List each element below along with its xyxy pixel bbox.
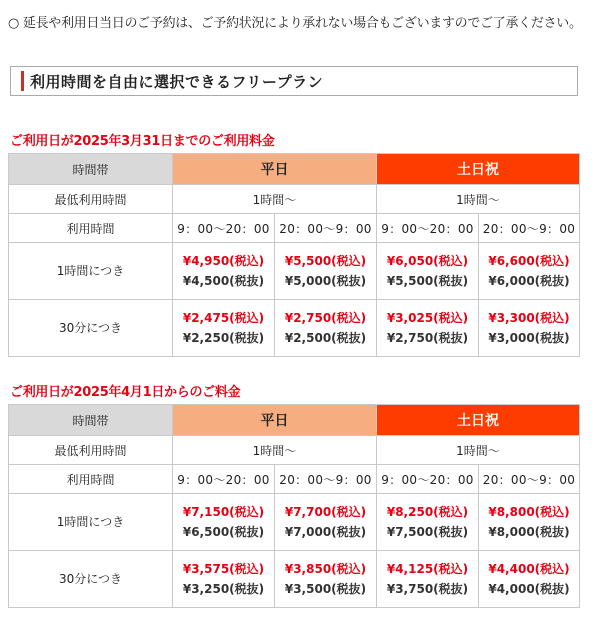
header-weekday: 平日 xyxy=(173,405,377,436)
table-header-row xyxy=(9,405,580,436)
price-tax-included: ¥4,125(税込) xyxy=(386,562,469,576)
price-cell xyxy=(377,300,479,357)
price-tax-included: ¥3,025(税込) xyxy=(386,311,469,325)
time-slot: 20：00〜9：00 xyxy=(275,214,377,243)
price-tax-excluded: ¥6,500(税抜) xyxy=(182,525,265,539)
header-label: 時間帯 xyxy=(9,154,173,185)
price-tax-included: ¥7,150(税込) xyxy=(182,505,265,519)
row-label: 30分につき xyxy=(9,300,173,357)
price-tax-included: ¥3,850(税込) xyxy=(284,562,367,576)
header-label: 時間帯 xyxy=(9,405,173,436)
table-row xyxy=(9,494,580,551)
price-cell xyxy=(275,494,377,551)
price-cell xyxy=(377,494,479,551)
price-cell xyxy=(479,551,580,608)
price-tax-excluded: ¥5,000(税抜) xyxy=(284,274,367,288)
time-slot: 9：00〜20：00 xyxy=(377,465,479,494)
price-tax-included: ¥8,250(税込) xyxy=(386,505,469,519)
price-tax-excluded: ¥7,000(税抜) xyxy=(284,525,367,539)
price-tax-excluded: ¥2,750(税抜) xyxy=(386,331,469,345)
price-cell xyxy=(479,494,580,551)
row-label: 最低利用時間 xyxy=(9,436,173,465)
price-cell xyxy=(479,300,580,357)
time-slot: 9：00〜20：00 xyxy=(173,214,275,243)
table-row xyxy=(9,465,580,494)
price-cell xyxy=(377,551,479,608)
time-slot: 20：00〜9：00 xyxy=(479,465,580,494)
price-tax-included: ¥8,800(税込) xyxy=(488,505,570,519)
price-tax-excluded: ¥3,500(税抜) xyxy=(284,582,367,596)
price-tax-excluded: ¥4,500(税抜) xyxy=(182,274,265,288)
price-tax-included: ¥5,500(税込) xyxy=(284,254,367,268)
price-tax-included: ¥2,475(税込) xyxy=(182,311,265,325)
price-tax-included: ¥2,750(税込) xyxy=(284,311,367,325)
row-label: 最低利用時間 xyxy=(9,185,173,214)
price-tax-included: ¥6,050(税込) xyxy=(386,254,469,268)
table-row xyxy=(9,551,580,608)
header-weekday: 平日 xyxy=(173,154,377,185)
price-tax-excluded: ¥8,000(税抜) xyxy=(488,525,570,539)
price-table-1 xyxy=(8,153,580,357)
price-tax-included: ¥7,700(税込) xyxy=(284,505,367,519)
header-holiday: 土日祝 xyxy=(377,154,580,185)
price-tax-included: ¥6,600(税込) xyxy=(488,254,570,268)
table-row xyxy=(9,185,580,214)
time-slot: 20：00〜9：00 xyxy=(479,214,580,243)
min-time-weekday: 1時間〜 xyxy=(173,185,377,214)
header-holiday: 土日祝 xyxy=(377,405,580,436)
table-row xyxy=(9,300,580,357)
period-title-1: ご利用日が2025年3月31日までのご利用料金 xyxy=(10,134,275,149)
price-tax-included: ¥4,400(税込) xyxy=(488,562,570,576)
table-row xyxy=(9,214,580,243)
price-tax-excluded: ¥5,500(税抜) xyxy=(386,274,469,288)
time-slot: 9：00〜20：00 xyxy=(377,214,479,243)
price-cell xyxy=(377,243,479,300)
price-tax-included: ¥4,950(税込) xyxy=(182,254,265,268)
price-tax-excluded: ¥4,000(税抜) xyxy=(488,582,570,596)
time-slot: 9：00〜20：00 xyxy=(173,465,275,494)
price-cell xyxy=(173,494,275,551)
price-table-2 xyxy=(8,404,580,608)
table-row xyxy=(9,436,580,465)
row-label: 1時間につき xyxy=(9,243,173,300)
price-cell xyxy=(275,300,377,357)
min-time-weekday: 1時間〜 xyxy=(173,436,377,465)
section-heading xyxy=(10,66,578,96)
table-header-row xyxy=(9,154,580,185)
row-label: 利用時間 xyxy=(9,214,173,243)
price-cell xyxy=(173,300,275,357)
table-row xyxy=(9,243,580,300)
price-tax-included: ¥3,300(税込) xyxy=(488,311,570,325)
row-label: 利用時間 xyxy=(9,465,173,494)
price-tax-excluded: ¥2,250(税抜) xyxy=(182,331,265,345)
reservation-notice: ○ 延長や利用日当日のご予約は、ご予約状況により承れない場合もございますのでご了承ください。 xyxy=(8,16,582,31)
price-tax-excluded: ¥2,500(税抜) xyxy=(284,331,367,345)
price-cell xyxy=(173,551,275,608)
price-cell xyxy=(479,243,580,300)
row-label: 1時間につき xyxy=(9,494,173,551)
row-label: 30分につき xyxy=(9,551,173,608)
price-tax-excluded: ¥6,000(税抜) xyxy=(488,274,570,288)
section-heading-text: 利用時間を自由に選択できるフリープラン xyxy=(30,72,324,91)
price-tax-excluded: ¥3,000(税抜) xyxy=(488,331,570,345)
time-slot: 20：00〜9：00 xyxy=(275,465,377,494)
period-title-2: ご利用日が2025年4月1日からのご料金 xyxy=(10,385,241,400)
heading-accent-bar xyxy=(21,71,24,91)
price-tax-excluded: ¥3,250(税抜) xyxy=(182,582,265,596)
min-time-holiday: 1時間〜 xyxy=(377,436,580,465)
min-time-holiday: 1時間〜 xyxy=(377,185,580,214)
price-tax-excluded: ¥3,750(税抜) xyxy=(386,582,469,596)
price-tax-included: ¥3,575(税込) xyxy=(182,562,265,576)
price-tax-excluded: ¥7,500(税抜) xyxy=(386,525,469,539)
price-cell xyxy=(275,243,377,300)
price-cell xyxy=(275,551,377,608)
price-cell xyxy=(173,243,275,300)
